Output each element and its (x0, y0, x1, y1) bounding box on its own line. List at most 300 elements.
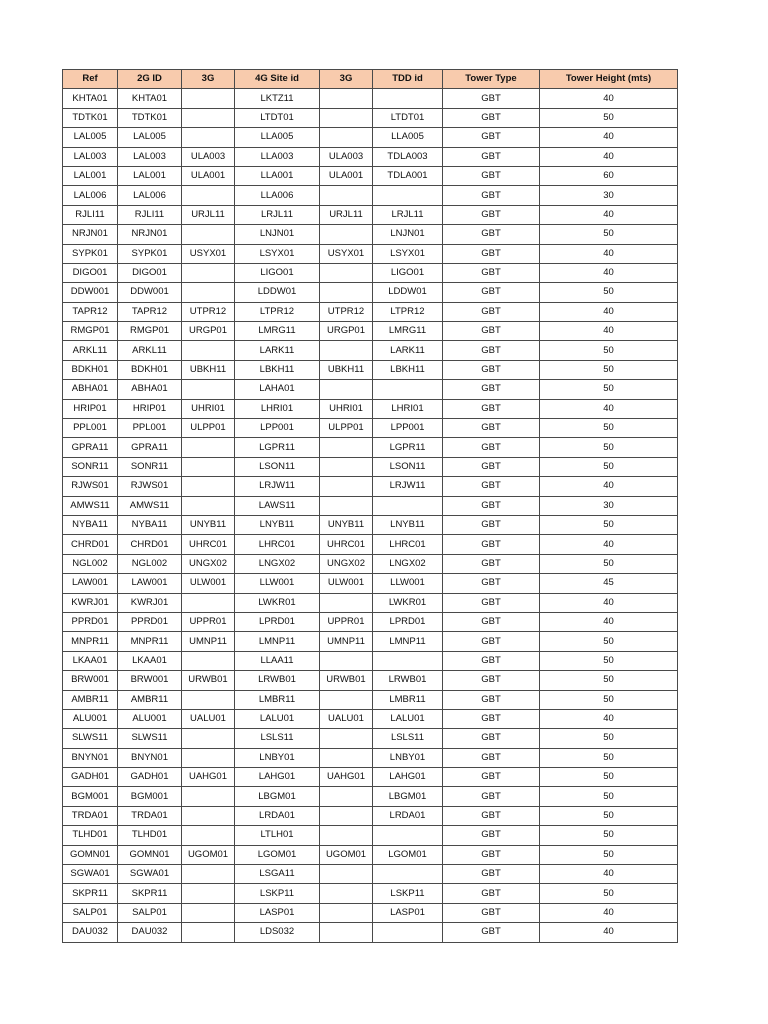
cell-4g-site-id: LSON11 (235, 457, 320, 476)
cell-4g-site-id: LLA005 (235, 128, 320, 147)
cell-tower-height: 50 (540, 845, 678, 864)
cell-3g (182, 865, 235, 884)
cell-4g-site-id: LIGO01 (235, 263, 320, 282)
cell-2g-id: TAPR12 (118, 302, 182, 321)
cell-2g-id: DDW001 (118, 283, 182, 302)
cell-tdd-id: LPRD01 (373, 612, 443, 631)
cell-4g-site-id: LLA001 (235, 166, 320, 185)
cell-tdd-id: TDLA001 (373, 166, 443, 185)
cell-tower-height: 50 (540, 283, 678, 302)
cell-3g-alt (320, 865, 373, 884)
cell-tower-type: GBT (443, 923, 540, 942)
cell-3g: UPPR01 (182, 612, 235, 631)
cell-ref: CHRD01 (63, 535, 118, 554)
cell-tdd-id: LHRC01 (373, 535, 443, 554)
cell-ref: AMWS11 (63, 496, 118, 515)
cell-tower-type: GBT (443, 225, 540, 244)
cell-3g: UHRC01 (182, 535, 235, 554)
table-row (63, 341, 678, 360)
cell-tower-height: 40 (540, 612, 678, 631)
table-row (63, 903, 678, 922)
cell-3g-alt (320, 496, 373, 515)
cell-4g-site-id: LGOM01 (235, 845, 320, 864)
cell-ref: SKPR11 (63, 884, 118, 903)
cell-tower-type: GBT (443, 768, 540, 787)
cell-tdd-id (373, 651, 443, 670)
cell-tower-type: GBT (443, 748, 540, 767)
cell-4g-site-id: LRJW11 (235, 477, 320, 496)
cell-3g: ULPP01 (182, 419, 235, 438)
table-row (63, 690, 678, 709)
cell-4g-site-id: LDS032 (235, 923, 320, 942)
cell-tower-height: 40 (540, 244, 678, 263)
cell-4g-site-id: LNJN01 (235, 225, 320, 244)
cell-ref: LAL003 (63, 147, 118, 166)
cell-ref: KWRJ01 (63, 593, 118, 612)
cell-4g-site-id: LPRD01 (235, 612, 320, 631)
cell-3g (182, 729, 235, 748)
cell-tower-type: GBT (443, 671, 540, 690)
table-row (63, 554, 678, 573)
cell-3g-alt (320, 263, 373, 282)
cell-4g-site-id: LSLS11 (235, 729, 320, 748)
table-row (63, 884, 678, 903)
cell-4g-site-id: LLA006 (235, 186, 320, 205)
table-row (63, 399, 678, 418)
cell-tdd-id: LBGM01 (373, 787, 443, 806)
cell-2g-id: LAW001 (118, 574, 182, 593)
cell-3g-alt: UALU01 (320, 709, 373, 728)
cell-tower-height: 40 (540, 205, 678, 224)
cell-tower-height: 50 (540, 787, 678, 806)
cell-tower-height: 50 (540, 806, 678, 825)
table-row (63, 244, 678, 263)
cell-4g-site-id: LRWB01 (235, 671, 320, 690)
table-row (63, 593, 678, 612)
cell-ref: GOMN01 (63, 845, 118, 864)
column-header-tdd-id: TDD id (373, 70, 443, 89)
cell-2g-id: RMGP01 (118, 322, 182, 341)
cell-tdd-id: TDLA003 (373, 147, 443, 166)
cell-3g-alt: URWB01 (320, 671, 373, 690)
header-row (63, 70, 678, 89)
cell-ref: LAL001 (63, 166, 118, 185)
cell-tower-type: GBT (443, 535, 540, 554)
cell-ref: PPRD01 (63, 612, 118, 631)
cell-tdd-id: LNGX02 (373, 554, 443, 573)
cell-tower-height: 50 (540, 884, 678, 903)
cell-3g-alt (320, 341, 373, 360)
cell-3g (182, 225, 235, 244)
cell-3g (182, 923, 235, 942)
table-row (63, 845, 678, 864)
table-row (63, 477, 678, 496)
cell-tower-height: 50 (540, 457, 678, 476)
cell-4g-site-id: LTPR12 (235, 302, 320, 321)
cell-3g (182, 263, 235, 282)
cell-tower-type: GBT (443, 554, 540, 573)
cell-tower-type: GBT (443, 651, 540, 670)
cell-3g-alt (320, 748, 373, 767)
cell-tower-type: GBT (443, 709, 540, 728)
cell-3g: URGP01 (182, 322, 235, 341)
table-row (63, 865, 678, 884)
cell-tower-height: 40 (540, 302, 678, 321)
cell-3g (182, 380, 235, 399)
cell-3g (182, 108, 235, 127)
cell-tdd-id: LPP001 (373, 419, 443, 438)
cell-ref: SGWA01 (63, 865, 118, 884)
cell-tower-height: 50 (540, 768, 678, 787)
cell-ref: GPRA11 (63, 438, 118, 457)
cell-4g-site-id: LNYB11 (235, 515, 320, 534)
cell-ref: DDW001 (63, 283, 118, 302)
cell-ref: RJWS01 (63, 477, 118, 496)
cell-3g (182, 748, 235, 767)
cell-ref: TRDA01 (63, 806, 118, 825)
cell-tower-type: GBT (443, 690, 540, 709)
cell-3g (182, 884, 235, 903)
cell-tdd-id (373, 923, 443, 942)
cell-3g-alt: ULW001 (320, 574, 373, 593)
cell-4g-site-id: LAHA01 (235, 380, 320, 399)
cell-tower-type: GBT (443, 147, 540, 166)
cell-3g-alt: UPPR01 (320, 612, 373, 631)
cell-3g (182, 186, 235, 205)
cell-tower-height: 40 (540, 128, 678, 147)
cell-3g-alt (320, 225, 373, 244)
cell-ref: RMGP01 (63, 322, 118, 341)
cell-2g-id: SYPK01 (118, 244, 182, 263)
cell-4g-site-id: LSGA11 (235, 865, 320, 884)
cell-4g-site-id: LALU01 (235, 709, 320, 728)
cell-2g-id: BNYN01 (118, 748, 182, 767)
table-row (63, 360, 678, 379)
cell-3g (182, 593, 235, 612)
column-header-tower-height: Tower Height (mts) (540, 70, 678, 89)
cell-3g-alt: ULA001 (320, 166, 373, 185)
cell-tower-height: 30 (540, 496, 678, 515)
cell-3g (182, 496, 235, 515)
cell-tdd-id: LSYX01 (373, 244, 443, 263)
cell-3g (182, 806, 235, 825)
cell-tdd-id: LNYB11 (373, 515, 443, 534)
cell-4g-site-id: LTLH01 (235, 826, 320, 845)
cell-tdd-id: LNJN01 (373, 225, 443, 244)
cell-tower-type: GBT (443, 322, 540, 341)
cell-2g-id: AMWS11 (118, 496, 182, 515)
cell-2g-id: DAU032 (118, 923, 182, 942)
cell-3g-alt (320, 108, 373, 127)
cell-2g-id: SLWS11 (118, 729, 182, 748)
cell-tower-height: 50 (540, 554, 678, 573)
cell-tdd-id: LASP01 (373, 903, 443, 922)
cell-tower-height: 40 (540, 903, 678, 922)
cell-3g: UHRI01 (182, 399, 235, 418)
cell-ref: MNPR11 (63, 632, 118, 651)
cell-4g-site-id: LNBY01 (235, 748, 320, 767)
cell-3g-alt: UTPR12 (320, 302, 373, 321)
cell-tower-height: 40 (540, 593, 678, 612)
table-row (63, 283, 678, 302)
table-row (63, 729, 678, 748)
cell-3g: UNYB11 (182, 515, 235, 534)
cell-3g-alt: UHRI01 (320, 399, 373, 418)
cell-4g-site-id: LSKP11 (235, 884, 320, 903)
cell-tdd-id: LRJW11 (373, 477, 443, 496)
cell-3g-alt: URJL11 (320, 205, 373, 224)
cell-2g-id: MNPR11 (118, 632, 182, 651)
cell-ref: HRIP01 (63, 399, 118, 418)
cell-3g (182, 283, 235, 302)
cell-3g-alt: URGP01 (320, 322, 373, 341)
cell-2g-id: LAL006 (118, 186, 182, 205)
cell-tower-height: 50 (540, 515, 678, 534)
cell-tdd-id: LSKP11 (373, 884, 443, 903)
cell-2g-id: GADH01 (118, 768, 182, 787)
cell-3g-alt (320, 593, 373, 612)
cell-tower-height: 50 (540, 632, 678, 651)
cell-tdd-id: LGPR11 (373, 438, 443, 457)
cell-3g (182, 438, 235, 457)
cell-ref: ALU001 (63, 709, 118, 728)
cell-3g: UMNP11 (182, 632, 235, 651)
cell-tower-type: GBT (443, 477, 540, 496)
cell-tower-height: 50 (540, 826, 678, 845)
cell-tower-type: GBT (443, 128, 540, 147)
cell-tdd-id: LMNP11 (373, 632, 443, 651)
cell-tdd-id: LAHG01 (373, 768, 443, 787)
cell-tower-height: 50 (540, 108, 678, 127)
cell-tower-type: GBT (443, 399, 540, 418)
cell-3g (182, 651, 235, 670)
table-row (63, 923, 678, 942)
cell-tdd-id: LGOM01 (373, 845, 443, 864)
cell-tower-type: GBT (443, 457, 540, 476)
cell-2g-id: AMBR11 (118, 690, 182, 709)
cell-3g-alt: UAHG01 (320, 768, 373, 787)
cell-2g-id: CHRD01 (118, 535, 182, 554)
column-header-tower-type: Tower Type (443, 70, 540, 89)
table-row (63, 632, 678, 651)
cell-2g-id: HRIP01 (118, 399, 182, 418)
cell-tdd-id: LTDT01 (373, 108, 443, 127)
cell-3g-alt (320, 477, 373, 496)
cell-3g-alt (320, 806, 373, 825)
cell-tdd-id: LARK11 (373, 341, 443, 360)
cell-tower-height: 40 (540, 399, 678, 418)
cell-3g (182, 787, 235, 806)
cell-tower-height: 40 (540, 89, 678, 108)
cell-tdd-id (373, 496, 443, 515)
cell-tower-height: 40 (540, 535, 678, 554)
cell-4g-site-id: LMBR11 (235, 690, 320, 709)
table-row (63, 496, 678, 515)
cell-3g (182, 903, 235, 922)
cell-2g-id: TDTK01 (118, 108, 182, 127)
cell-4g-site-id: LMNP11 (235, 632, 320, 651)
table-row (63, 380, 678, 399)
table-row (63, 438, 678, 457)
column-header-3g-alt: 3G (320, 70, 373, 89)
cell-3g-alt: UNGX02 (320, 554, 373, 573)
cell-tdd-id: LSLS11 (373, 729, 443, 748)
cell-3g (182, 457, 235, 476)
table-row (63, 787, 678, 806)
table-row (63, 806, 678, 825)
cell-ref: TLHD01 (63, 826, 118, 845)
table-row (63, 457, 678, 476)
cell-2g-id: GPRA11 (118, 438, 182, 457)
cell-2g-id: ABHA01 (118, 380, 182, 399)
cell-tower-height: 40 (540, 147, 678, 166)
cell-2g-id: ARKL11 (118, 341, 182, 360)
cell-ref: GADH01 (63, 768, 118, 787)
cell-tdd-id: LRJL11 (373, 205, 443, 224)
cell-4g-site-id: LARK11 (235, 341, 320, 360)
cell-3g-alt: UBKH11 (320, 360, 373, 379)
cell-ref: DAU032 (63, 923, 118, 942)
cell-tower-type: GBT (443, 729, 540, 748)
table-row (63, 225, 678, 244)
cell-tower-type: GBT (443, 632, 540, 651)
cell-2g-id: SONR11 (118, 457, 182, 476)
cell-tower-type: GBT (443, 360, 540, 379)
cell-tower-height: 40 (540, 865, 678, 884)
cell-3g-alt (320, 651, 373, 670)
cell-2g-id: RJLI11 (118, 205, 182, 224)
cell-2g-id: BGM001 (118, 787, 182, 806)
cell-2g-id: RJWS01 (118, 477, 182, 496)
cell-ref: NRJN01 (63, 225, 118, 244)
cell-tower-type: GBT (443, 787, 540, 806)
cell-2g-id: LAL001 (118, 166, 182, 185)
cell-tower-type: GBT (443, 593, 540, 612)
cell-tower-type: GBT (443, 263, 540, 282)
cell-4g-site-id: LAHG01 (235, 768, 320, 787)
table-row (63, 826, 678, 845)
cell-4g-site-id: LDDW01 (235, 283, 320, 302)
cell-tower-type: GBT (443, 612, 540, 631)
cell-3g (182, 89, 235, 108)
cell-tdd-id: LDDW01 (373, 283, 443, 302)
table-row (63, 108, 678, 127)
table-row (63, 419, 678, 438)
cell-3g-alt: ULPP01 (320, 419, 373, 438)
cell-tdd-id: LHRI01 (373, 399, 443, 418)
cell-tdd-id (373, 865, 443, 884)
table-row (63, 147, 678, 166)
cell-ref: RJLI11 (63, 205, 118, 224)
cell-tdd-id: LBKH11 (373, 360, 443, 379)
cell-tower-height: 40 (540, 923, 678, 942)
cell-4g-site-id: LWKR01 (235, 593, 320, 612)
cell-tower-type: GBT (443, 826, 540, 845)
cell-tower-type: GBT (443, 341, 540, 360)
cell-tower-type: GBT (443, 89, 540, 108)
cell-ref: BDKH01 (63, 360, 118, 379)
cell-2g-id: SKPR11 (118, 884, 182, 903)
cell-4g-site-id: LAWS11 (235, 496, 320, 515)
cell-ref: SYPK01 (63, 244, 118, 263)
cell-tdd-id (373, 89, 443, 108)
cell-ref: BGM001 (63, 787, 118, 806)
cell-tdd-id: LSON11 (373, 457, 443, 476)
cell-2g-id: NGL002 (118, 554, 182, 573)
cell-3g: UTPR12 (182, 302, 235, 321)
cell-3g-alt: UHRC01 (320, 535, 373, 554)
table-row (63, 128, 678, 147)
cell-tower-type: GBT (443, 806, 540, 825)
cell-ref: AMBR11 (63, 690, 118, 709)
cell-tower-height: 40 (540, 709, 678, 728)
cell-3g: USYX01 (182, 244, 235, 263)
cell-2g-id: ALU001 (118, 709, 182, 728)
cell-4g-site-id: LNGX02 (235, 554, 320, 573)
cell-tower-type: GBT (443, 302, 540, 321)
cell-ref: KHTA01 (63, 89, 118, 108)
cell-tdd-id: LIGO01 (373, 263, 443, 282)
cell-3g (182, 477, 235, 496)
cell-tower-type: GBT (443, 845, 540, 864)
cell-3g (182, 341, 235, 360)
cell-tdd-id: LWKR01 (373, 593, 443, 612)
cell-tdd-id: LMRG11 (373, 322, 443, 341)
cell-4g-site-id: LGPR11 (235, 438, 320, 457)
cell-ref: ARKL11 (63, 341, 118, 360)
cell-tower-height: 50 (540, 748, 678, 767)
cell-3g (182, 128, 235, 147)
cell-tdd-id (373, 826, 443, 845)
column-header-3g: 3G (182, 70, 235, 89)
cell-tower-type: GBT (443, 496, 540, 515)
cell-tower-height: 60 (540, 166, 678, 185)
column-header-ref: Ref (63, 70, 118, 89)
cell-4g-site-id: LMRG11 (235, 322, 320, 341)
cell-3g-alt: USYX01 (320, 244, 373, 263)
cell-2g-id: NYBA11 (118, 515, 182, 534)
cell-tdd-id: LALU01 (373, 709, 443, 728)
cell-ref: TAPR12 (63, 302, 118, 321)
cell-tower-height: 50 (540, 380, 678, 399)
cell-tower-height: 50 (540, 671, 678, 690)
cell-3g-alt (320, 457, 373, 476)
cell-tower-type: GBT (443, 574, 540, 593)
cell-ref: PPL001 (63, 419, 118, 438)
table-row (63, 166, 678, 185)
cell-tdd-id (373, 380, 443, 399)
cell-3g-alt: ULA003 (320, 147, 373, 166)
cell-2g-id: TLHD01 (118, 826, 182, 845)
cell-3g: URWB01 (182, 671, 235, 690)
cell-ref: ABHA01 (63, 380, 118, 399)
cell-3g: UBKH11 (182, 360, 235, 379)
cell-tower-type: GBT (443, 283, 540, 302)
cell-tdd-id: LLW001 (373, 574, 443, 593)
table-row (63, 709, 678, 728)
cell-ref: LAL006 (63, 186, 118, 205)
cell-4g-site-id: LBKH11 (235, 360, 320, 379)
cell-2g-id: LAL003 (118, 147, 182, 166)
cell-2g-id: LKAA01 (118, 651, 182, 670)
cell-ref: DIGO01 (63, 263, 118, 282)
cell-tower-type: GBT (443, 515, 540, 534)
cell-4g-site-id: LLAA11 (235, 651, 320, 670)
table-row (63, 612, 678, 631)
cell-2g-id: KWRJ01 (118, 593, 182, 612)
cell-ref: LKAA01 (63, 651, 118, 670)
cell-tower-height: 50 (540, 419, 678, 438)
